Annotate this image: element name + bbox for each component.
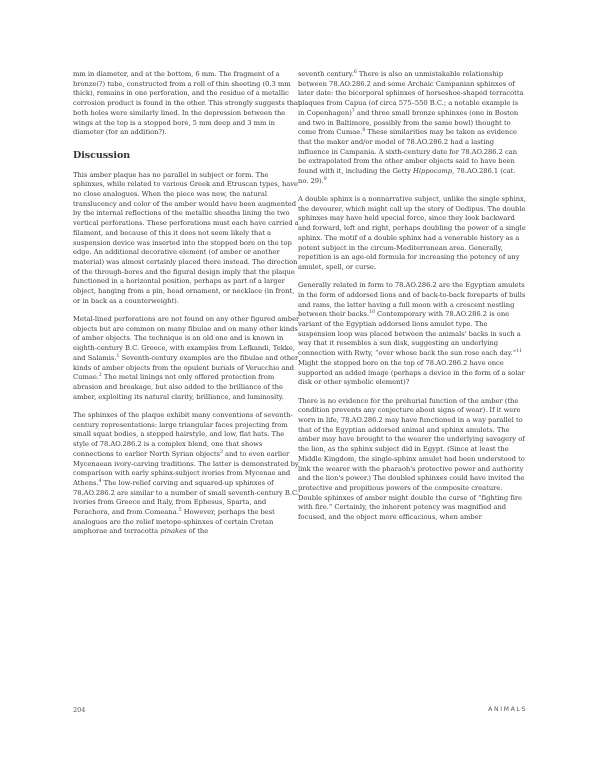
italic-term: Hippocamp [413,167,453,176]
section-heading: Discussion [73,149,131,161]
page-footer [73,706,527,718]
footnote-ref[interactable]: 2 [98,373,102,379]
paragraph-text: Metal-lined perforations are not found on any other figured amber objects but are common on many fibulae and on many other kinds of amber objects. The technique is an old one and is known in eighth-century B.C. Greece, with examples from Lefkandi, Tekke, and Salamis. [73,315,300,362]
paragraph [73,70,301,138]
paragraph [298,281,526,388]
paragraph-text: Contemporary with 78.AO.286.2 is one variant of the Egyptian addorsed lions amulet type. The suspension loop was placed between the animals' backs in such a way that it resembles a sun disk, suggesting an underlying connection with Rwty, “over whose back the sun rose each day.” [298,310,521,358]
paragraph-text: Might the stopped bore on the top of 78.AO.286.2 have once supported an added image (perhaps a device in the form of a solar disk or other symbolic element)? [298,358,525,387]
paragraph-text: However, perhaps the best analogues are the relief metope-sphinxes of certain Cretan amphorae and terracotta [73,508,275,536]
italic-term: pinakes [160,527,187,536]
paragraph-text: mm in diameter, and at the bottom, 6 mm. The fragment of a bronze(?) tube, constructed from a roll of thin sheeting (0.3 mm thick), remains in one perforation, and the residue of a metallic corrosion product is found in the other. This strongly suggests that both holes were similarly lined. In the depression between the wings at the top is a stopped bore, 5 mm deep and 3 mm in diameter (for an addition?). [73,70,301,137]
paragraph-text: There is also an unmistakable relationship between 78.AO.286.2 and some Archaic Campanian sphinxes of later date: the bicorporal sphinxes of horseshoe-shaped terracotta plaques from Capua (of circa 575–550 B.C.; a notable example is in Copenhagen) [298,70,524,117]
paragraph-text: Generally related in form to 78.AO.286.2 are the Egyptian amulets in the form of addorsed lions and of back-to-back foreparts of bulls and rams, the latter having a full moon with a crescent nestling between their backs. [298,281,526,319]
footnote-ref[interactable]: 5 [178,508,182,514]
paragraph [73,315,301,402]
paragraph-text: of the [186,527,209,536]
paragraph [73,171,301,307]
paragraph-text: These similarities may be taken as evidence that the maker and/or model of 78.AO.286.2 had a lasting influence in Campania. A sixth-century date for 78.AO.286.2 can be extrapolated from the other amber objects said to have been found with it, including the Getty [298,128,518,176]
paragraph-text: There is no evidence for the prehurial function of the amber (the condition prevents any conjecture about signs of wear). If it were worn in life, 78.AO.286.2 may have functioned in a way parallel to that of the Egyptian addorsed animal and sphinx amulets. The amber may have brought to the wearer the underlying savagery of the lion, as the sphinx subject did in Egypt. (Since at least the Middle Kingdom, the single-sphinx amulet had been understood to link the wearer with the pharaoh's protective power and authority and the lion's power.) The doubled sphinxes could have invited the protective and propitious powers of the composite creature. Double sphinxes of amber might double the curse of “fighting fire with fire.” Certainly, the inherent potency was magnified and focused, and the object more efficacious, when amber [298,396,525,522]
paragraph-text: Seventh-century examples are the fibulae and other kinds of amber objects from the opulent burials of Verucchio and Cumae. [73,353,299,382]
footnote-ref[interactable]: 6 [353,70,357,75]
paragraph-text: The low-relief carving and squared-up sphinxes of 78.AO.286.2 are similar to a number of small seventh-century B.C. ivories from Greece and Italy, from Ephesus, Sparta, and Perachora, and from Comeana. [73,478,299,517]
paragraph-text: and to even earlier Mycenaean ivory-carving traditions. The latter is demonstrated by comparison with early sphinx-subject ivories from Mycenae and Athens. [73,449,299,487]
footnote-ref[interactable]: 1 [116,353,120,359]
paragraph-text: The metal linings not only offered protection from abrasion and breakage, but also added to the brilliance of the amber, exploiting its natural clarity, brilliance, and luminosity. [73,373,284,401]
paragraph-text: seventh century. [298,70,354,78]
paragraph-text: The sphinxes of the plaque exhibit many conventions of seventh-century representations: large triangular faces projecting from small squat bodies, a stepped hairstyle, and low, flat hats. The style of 78.AO.286.2 is a complex blend, one that shows connections to earlier North Syrian objects [73,410,293,458]
paragraph-text: A double sphinx is a nonnarrative subject, unlike the single sphinx, the devourer, which might call up the story of Oedipus. The double sphinxes may have held special force, since they look backward and forward, left and right, perhaps doubling the power of a single sphinx. The motif of a double sphinx had a venerable history as a potent subject in the circum-Mediterranean area. Generally, repetition is an age-old formula for increasing the potency of any amulet, spell, or curse. [298,195,526,271]
paragraph-text: This amber plaque has no parallel in subject or form. The sphinxes, while related to various Greek and Etruscan types, have no close analogues. When the piece was new, the natural translucency and color of the amber would have been augmented by the internal reflections of the metallic sheaths lining the two vertical perforations. These perforations must each have carried a filament, and because of this it does not seem likely that a suspension device was inserted into the stopped bore on the top edge. An additional decorative element (of amber or another material) was almost certainly placed there instead. The direction of the through-bores and the figural design imply that the plaque functioned in a horizontal position, perhaps as part of a larger object, hanging from a pin, head ornament, or necklace (in front, or in back as a counterweight). [73,170,299,305]
running-section-title: ANIMALS [488,706,527,713]
footnote-ref[interactable]: 8 [362,128,366,134]
footnote-ref[interactable]: 11 [516,349,523,355]
left-column [73,70,301,546]
footnote-ref[interactable]: 9 [323,176,327,182]
footnote-ref[interactable]: 7 [351,108,355,114]
footnote-ref[interactable]: 4 [98,478,102,484]
footnote-ref[interactable]: 10 [369,310,375,316]
paragraph-text: , 78.AO.286.1 (cat. no. 29). [298,167,516,185]
right-column [298,70,526,531]
footnote-ref[interactable]: 3 [219,449,223,455]
paragraph [298,195,526,273]
paragraph [73,411,301,537]
paragraph [298,70,526,186]
page-number: 204 [73,706,86,714]
paragraph [298,397,526,523]
paragraph-text: and three small bronze sphinxes (one in Boston and two in Baltimore, possibly from the same bowl) thought to come from Cumae. [298,108,519,137]
